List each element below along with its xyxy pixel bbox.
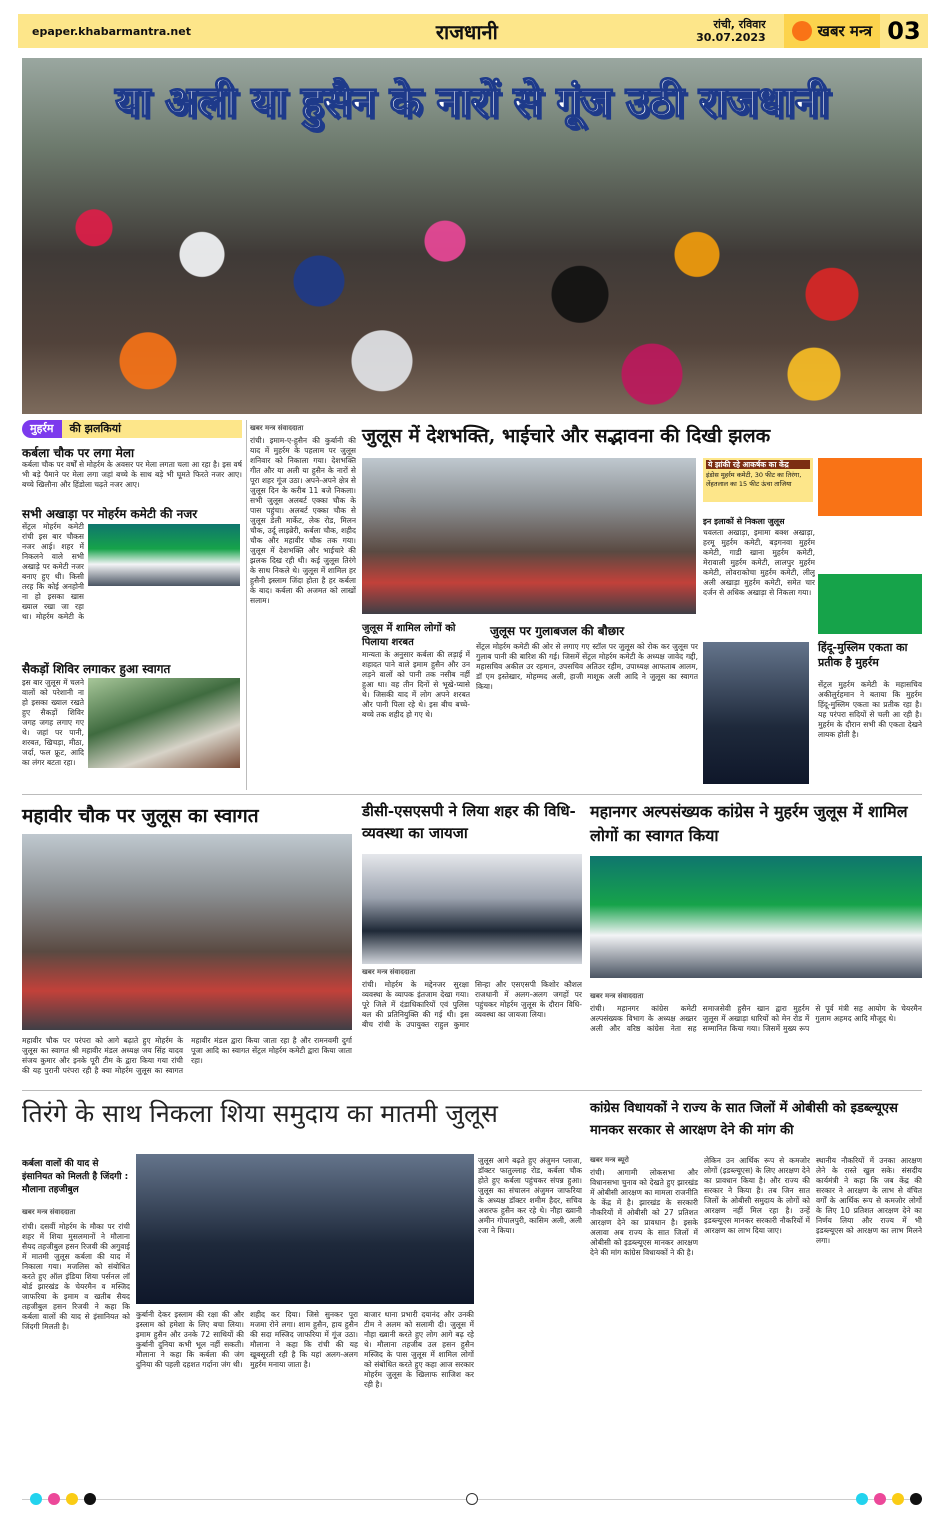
- section-title: राजधानी: [435, 19, 498, 44]
- brand-name: खबर मन्त्र: [817, 22, 872, 40]
- crosshair-mark-icon: [466, 1493, 478, 1505]
- congress-photo: [590, 856, 922, 978]
- info-box: [703, 458, 813, 502]
- mahavir-text: महावीर चौक पर परंपरा को आगे बढ़ाते हुए मोहर्रम के जुलूस का स्वागत श्री महावीर मंडल अध्यक्ष जय सिंह यादव संजय कुमार और इनके पूरी टीम के द्वारा किया गया रांची की यह पुरानी परंपरा रही है क्या मोहर्रम जुलूस का स्वागत महावीर मंडल द्वारा किया जाता रहा है और रामनवमी दुर्गा पूजा आदि का स्वागत सेंट्रल मोहर्रम कमेटी द्वारा किया जाता रहा।: [22, 1036, 352, 1075]
- tag-sub: की झलकियां: [62, 420, 243, 438]
- akhada-heading: सभी अखाड़ा पर मोहर्रम कमेटी की नजर: [22, 507, 198, 521]
- shivir-heading: सैकड़ों शिविर लगाकर हुआ स्वागत: [22, 662, 171, 676]
- obc-text-1: रांची। आगामी लोकसभा और विधानसभा चुनाव को देखते हुए झारखंड में ओबीसी आरक्षण का मामला राजनीति के केंद्र में है। झारखंड के सरकारी नौकरियों में ओबीसी को 27 प्रतिशत आरक्षण देने का प्रावधान है। इसके अलावा अब राज्य के सात जिलों में ओबीसी को इडब्ल्यूएस मानकर आरक्षण देने की मांग कांग्रेस विधायकों ने की है।: [590, 1168, 698, 1257]
- jhalak-headline: जुलूस में देशभक्ति, भाईचारे और सद्भावना की दिखी झलक: [362, 425, 771, 447]
- sharbat-text: मान्यता के अनुसार कर्बला की लड़ाई में शहादत पाने वाले इमाम हुसैन और उन लड़ने वालों को पानी तक नसीब नहीं हुआ था। वह तीन दिनों से भूखे-प्यासे थे। जिसकी याद में लोग अपने शरबत और पानी पिला रहे थे। इस बीच बच्चे-बच्चे तक शहीद हो गए थे।: [362, 650, 470, 719]
- dateline: [676, 18, 766, 44]
- areas-heading: इन इलाकों से निकला जुलूस: [703, 517, 785, 526]
- dc-text: रांची। मोहर्रम के मद्देनजर सुरक्षा व्यवस्था के व्यापक इंतजाम देखा गया। पूरे जिले में दंडाधिकारियों एवं पुलिस बल की प्रतिनियुक्ति की गई थी। इस बीच रांची के उपायुक्त राहुल कुमार सिन्हा और एसएसपी किशोर कौशल राजधानी में अलग-अलग जगहों पर पहुंचकर मोहर्रम जुलूस के दौरान विधि-व्यवस्था का जायजा लिया।: [362, 980, 582, 1029]
- cyan-mark-icon: [856, 1493, 868, 1505]
- mahavir-photo: [22, 834, 352, 1030]
- brand: [784, 14, 880, 48]
- gulabjal-caption: जुलूस पर गुलाबजल की बौछार: [490, 624, 625, 638]
- row-divider: [22, 1090, 922, 1091]
- shia-text-4: बाजार थाना प्रभारी दयानंद और उनकी टीम ने अलम को सलामी दी। जुलूस में नौहा ख्वानी करते हुए लोग आगे बढ़ रहे थे। मौलाना तहजीब उल हसन हुसैन मस्जिद के पास जुलूस में शामिल लोगों को संबोधित करते हुए कहा आज सरकार मोहर्रम जुलूस के खिलाफ साजिश कर रही है।: [364, 1310, 474, 1389]
- shia-text-2: कुर्बानी देकर इस्लाम की रक्षा की और इस्लाम को हमेशा के लिए बचा लिया। इमाम हुसैन और उनके 72 साथियों की कुर्बानी दुनिया कभी भूल नहीं सकती। मौलाना ने कहा कि कर्बला की जंग दुनिया की पहली दहशत गर्दाना जंग थी।: [136, 1310, 244, 1369]
- karbala-mela-heading: कर्बला चौक पर लगा मेला: [22, 446, 135, 460]
- shia-photo: [136, 1154, 474, 1304]
- committee-photo: [88, 524, 240, 586]
- areas-text: चवलता अखाड़ा, इमामा बक्श अखाड़ा, हरमू मुहर्रम कमेटी, बड़गनवा मुहर्रम कमेटी, गाडी खाना मुहर्रम कमेटी, मेरावाली मुहर्रम कमेटी, लालपुर मुहर्रम कमेटी, लोवराकोचा मुहर्रम कमेटी, लीलू अली अखाड़ा मुहर्रम कमेटी, समेत चार दर्जन से अधिक अखाड़ा से निकला गया।: [703, 528, 815, 597]
- date: 30.07.2023: [696, 31, 766, 44]
- brand-logo-icon: [792, 21, 812, 41]
- site-url[interactable]: epaper.khabarmantra.net: [32, 24, 191, 38]
- shivir-photo: [88, 678, 240, 768]
- congress-headline: महानगर अल्पसंख्यक कांग्रेस ने मुहर्रम जुलूस में शामिल लोगों का स्वागत किया: [590, 802, 908, 845]
- shia-text-5: जुलूस आगे बढ़ते हुए अंजुमन प्लाजा, डॉक्टर फातुल्लाह रोड, कर्बला चौक होते हुए कर्बला पहुंचकर संपन्न हुआ। जुलूस का संचालन अंजुमन जाफरिया के अध्यक्ष डॉक्टर शमीम हैदर, सचिव अशरफ हुसैन कर रहे थे। नौहा ख्वानी अमीन गोपालपुरी, कासिम अली, अली रजा ने किया।: [478, 1156, 582, 1235]
- muharram-tag: [22, 420, 242, 438]
- black-mark-icon: [910, 1493, 922, 1505]
- akhada-text: सेंट्रल मोहर्रम कमेटी रांची इस बार चौकस नजर आई। शहर में निकलने वाले सभी अखाड़े पर कमेटी नजर बनाए हुए थी। किसी तरह कि कोई अनहोनी ना हो इसका खास ख्याल रखा जा रहा था। मोहर्रम कमेटी के: [22, 522, 84, 621]
- obc-headline: कांग्रेस विधायकों ने राज्य के सात जिलों में ओबीसी को इडब्ल्यूएस मानकर सरकार से आरक्षण देने की मांग की: [590, 1101, 898, 1138]
- hero-crowd-image: [22, 148, 922, 414]
- shia-text-1: रांची। दसवीं मोहर्रम के मौका पर रांची शहर में शिया मुसलमानों ने मौलाना सैयद तहजीबुल हसन रिजवी की अगुवाई में मातमी जुलूस कर्बला की याद में निकाला गया। मजलिस को संबोधित करते हुए ऑल इंडिया शिया पर्सनल लॉ बोर्ड झारखंड के चेयरमैन व मस्जिद जाफरिया के इमाम व खतीब सैयद तहजीबुल हसन रिजवी ने कहा कि कर्बला वालों की याद से इंसानियत को जिंदगी मिलती है।: [22, 1222, 130, 1331]
- page-number: 03: [887, 17, 921, 45]
- yellow-mark-icon: [66, 1493, 78, 1505]
- col2-text: रांची। इमाम-ए-हुसैन की कुर्बानी की याद में मुहर्रम के पहलाम पर जुलूस शनिवार को निकाला गया। देशभक्ति गीत और या अली या हुसैन के नारों से पूरा शहर गूंज उठा। अपने-अपने क्षेत्र से जुलूस दिन के करीब 11 बजे निकला। सभी जुलूस अलबर्ट एक्का चौक के पास पहुंचा। अलबर्ट एक्का चौक से जुलूस डेली मार्केट, लेक रोड, मिलन चौक, उर्दू लाइब्रेरी, कर्बला चौक, शहीद चौक और महावीर चौक तक गया। जुलूस में देशभक्ति और भाईचारे की झलक दिख रही थी। कई जुलूस तिरंगे के साथ निकले थे। जुलूस में शामिल हर हुसैनी इस्लाम जिंदा होता है हर कर्बला के बाद। कर्बला की अजमत को लाखों सलाम।: [250, 436, 356, 605]
- magenta-mark-icon: [874, 1493, 886, 1505]
- black-mark-icon: [84, 1493, 96, 1505]
- child-photo: [703, 642, 809, 784]
- tag-label: मुहर्रम: [22, 420, 62, 438]
- obc-text-2: लेकिन उन आर्थिक रूप से कमजोर लोगों (इडब्ल्यूएस) के लिए आरक्षण देने का प्रावधान किया है। और राज्य की सरकार ने किया है। तब जिन सात जिलों के ओबीसी समुदाय के लोगों को आरक्षण नहीं मिल रहा है। उन्हें इडब्ल्यूएस मानकर सरकारी नौकरियों में आरक्षण का लाभ दिया जाए।: [704, 1156, 810, 1235]
- quote-heading: कर्बला वालों की याद से इंसानियत को मिलती है जिंदगी : मौलाना तहजीबुल: [22, 1159, 129, 1195]
- karbala-mela-text: कर्बला चौक पर वर्षों से मोहर्रम के अवसर पर मेला लगता चला आ रहा है। इस वर्ष भी बड़े पैमाने पर मेला लगा जहां बच्चे के साथ बड़े भी घूमते फिरते नजर आए। बच्चे खिलौना और हिंडोला चढ़ते नजर आए।: [22, 460, 242, 489]
- masthead: [18, 14, 928, 48]
- unity-text: सेंट्रल मुहर्रम कमेटी के महासचिव अकीलुर्रहमान ने बताया कि मुहर्रम हिंदू-मुस्लिम एकता का प्रतीक रहा है। यह परंपरा सदियों से चली आ रही है। मुहर्रम के दौरान सभी की एकता देखने लायक होती है।: [818, 680, 922, 739]
- magenta-mark-icon: [48, 1493, 60, 1505]
- dc-headline: डीसी-एसएसपी ने लिया शहर की विधि-व्यवस्था का जायजा: [362, 802, 576, 842]
- yellow-mark-icon: [892, 1493, 904, 1505]
- col2-byline: खबर मन्त्र संवाददाता: [250, 424, 304, 432]
- shia-headline: तिरंगे के साथ निकला शिया समुदाय का मातमी जुलूस: [22, 1099, 498, 1128]
- hero-photo: [22, 58, 922, 414]
- shia-byline: खबर मन्त्र संवाददाता: [22, 1208, 76, 1216]
- tricolor-photo: [818, 458, 922, 634]
- info-title: ये झांकी रहे आकर्षक का केंद्र: [706, 460, 810, 469]
- congress-byline: खबर मन्त्र संवाददाता: [590, 992, 644, 1000]
- shivir-text: इस बार जुलूस में चलने वालों को परेशानी ना हो इसका ख्याल रखते हुए सैकड़ों शिविर जगह जगह लगाए गए थे। जहां पर पानी, शरबत, खिचड़ा, मीठा, जर्दा, फल फ्रूट, आदि का लंगर बटता रहा।: [22, 678, 84, 767]
- unity-heading: हिंदू-मुस्लिम एकता का प्रतीक है मुहर्रम: [818, 641, 908, 669]
- place-day: रांची, रविवार: [713, 18, 766, 31]
- dc-photo: [362, 854, 582, 964]
- congress-text: रांची। महानगर कांग्रेस कमेटी अल्पसंख्यक विभाग के अध्यक्ष अख्तर अली और वरिष्ठ कांग्रेस नेता सह समाजसेवी हुसैन खान द्वारा मुहर्रम जुलूस में अखाड़ा धारियों को मेन रोड में सम्मानित किया गया। जिसमें मुख्य रूप से पूर्व मंत्री सह आयोग के चेयरमैन गुलाम अहमद आदि मौजूद थे।: [590, 1004, 922, 1033]
- obc-text-3: स्थानीय नौकरियों में उनका आरक्षण लेने के रास्ते खुल सके। संसदीय कार्यमंत्री ने कहा कि जब केंद्र की सरकार ने आरक्षण के लाभ से वंचित वर्गों के आर्थिक रूप से कमजोर लोगों के लिए 10 प्रतिशत आरक्षण देने का निर्णय लिया और राज्य में भी इडब्ल्यूएस को आरक्षण का लाभ मिलने लगा।: [816, 1156, 922, 1245]
- row-divider: [22, 794, 922, 795]
- hero-headline: या अली या हुसैन के नारों से गूंज उठी राजधानी: [115, 77, 829, 126]
- divider: [246, 420, 247, 790]
- dc-byline: खबर मन्त्र संवाददाता: [362, 968, 416, 976]
- cyan-mark-icon: [30, 1493, 42, 1505]
- jhalak-photo: [362, 458, 696, 614]
- gulabjal-text: सेंट्रल मोहर्रम कमेटी की ओर से लगाए गए स्टॉल पर जुलूस को रोक कर जुलूस पर गुलाब पानी की बारिश की गई। जिसमें सेंट्रल मोहर्रम कमेटी के अध्यक्ष जावेद गद्दी, महासचिव अकील उर रहमान, उपसचिव अतिउर रहीम, उपाध्यक्ष आफताब आलम, डॉ एम इस्तेखार, मोहम्मद अली, हाजी माशूक अली आदि ने जुलूस का स्वागत किया।: [476, 642, 698, 691]
- info-text: इंडोस मुहर्रम कमेटी, 30 फीट का तिरंगा, लेंहतलाल का 15 फीट ऊंचा ताजिया: [706, 471, 802, 488]
- sharbat-caption: जुलूस में शामिल लोगों को पिलाया शरबत: [362, 623, 456, 648]
- shia-text-3: शहीद कर दिया। जिसे सुनकर पूरा मजमा रोने लगा। शाम हुसैन, हाय हुसैन की सदा मस्जिद जाफरिया में गूंज उठा। मौलाना ने कहा कि रांची की यह खूबसूरती रही है कि यहां अलग-अलग मुहर्रम मनाया जाता है।: [250, 1310, 358, 1369]
- obc-byline: खबर मन्त्र ब्यूरो: [590, 1156, 629, 1164]
- mahavir-headline: महावीर चौक पर जुलूस का स्वागत: [22, 805, 259, 827]
